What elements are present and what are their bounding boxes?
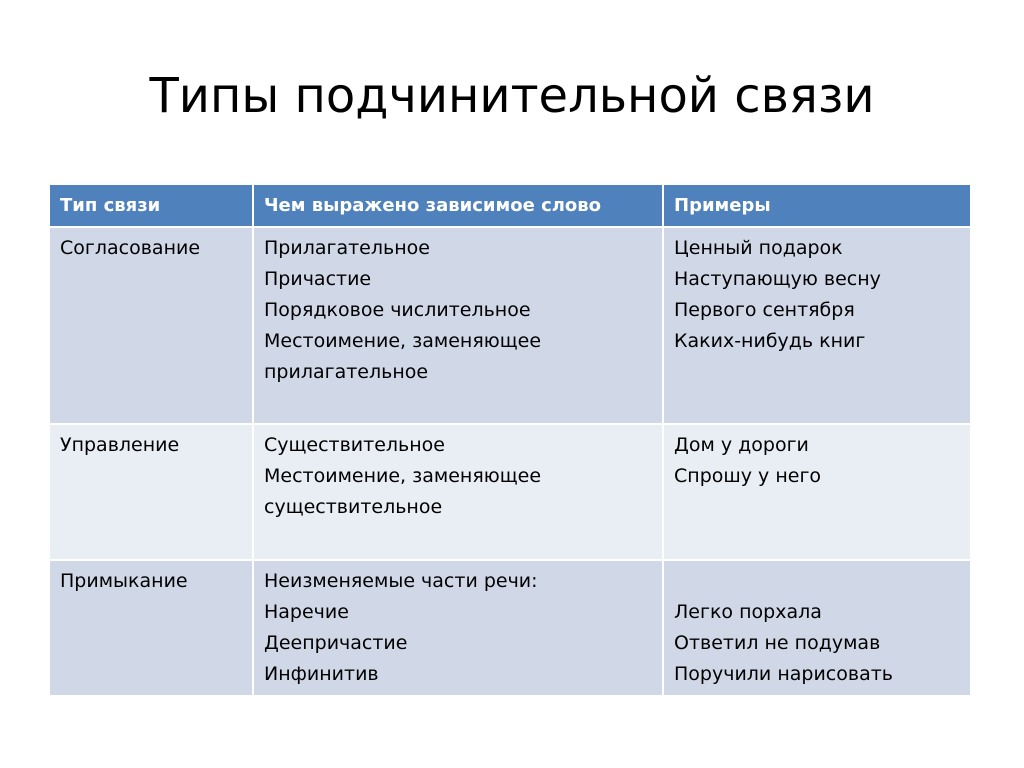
expressed-by-line: Прилагательное — [264, 237, 430, 259]
type-text: Согласование — [60, 237, 201, 259]
example-line: Каких-нибудь книг — [674, 330, 866, 352]
slide-title: Типы подчинительной связи — [149, 68, 875, 124]
relation-types-table-container — [48, 183, 970, 697]
example-line: Ценный подарок — [674, 237, 843, 259]
expressed-by-line: Существительное — [264, 434, 445, 456]
type-text: Управление — [60, 434, 180, 456]
cell-examples — [663, 424, 971, 560]
expressed-by-line: Деепричастие — [264, 632, 408, 654]
expressed-by-line: Неизменяемые части речи: — [264, 570, 538, 592]
expressed-by-line: Инфинитив — [264, 663, 379, 685]
header-row — [49, 184, 971, 227]
header-examples: Примеры — [663, 184, 971, 227]
cell-type — [49, 424, 253, 560]
table-row — [49, 424, 971, 560]
header-expressed-by: Чем выражено зависимое слово — [253, 184, 663, 227]
table-header — [49, 184, 971, 227]
cell-expressed-by — [253, 560, 663, 696]
relation-types-table — [48, 183, 972, 697]
cell-type — [49, 560, 253, 696]
table-row — [49, 227, 971, 424]
example-spacer — [674, 566, 960, 597]
type-text: Примыкание — [60, 570, 188, 592]
example-line: Наступающую весну — [674, 268, 881, 290]
header-type: Тип связи — [49, 184, 253, 227]
example-line: Первого сентября — [674, 299, 855, 321]
expressed-by-line: Порядковое числительное — [264, 299, 531, 321]
example-line: Спрошу у него — [674, 465, 822, 487]
example-line: Легко порхала — [674, 601, 822, 623]
example-line: Дом у дороги — [674, 434, 809, 456]
example-line: Поручили нарисовать — [674, 663, 893, 685]
expressed-by-line: Местоимение, заменяющее — [264, 330, 542, 352]
cell-expressed-by — [253, 227, 663, 424]
expressed-by-line: прилагательное — [264, 361, 429, 383]
cell-examples — [663, 560, 971, 696]
table-row — [49, 560, 971, 696]
expressed-by-line: Наречие — [264, 601, 349, 623]
expressed-by-line: существительное — [264, 496, 443, 518]
cell-examples — [663, 227, 971, 424]
table-body — [49, 227, 971, 696]
expressed-by-line: Местоимение, заменяющее — [264, 465, 542, 487]
example-line: Ответил не подумав — [674, 632, 881, 654]
cell-type — [49, 227, 253, 424]
cell-expressed-by — [253, 424, 663, 560]
expressed-by-line: Причастие — [264, 268, 372, 290]
